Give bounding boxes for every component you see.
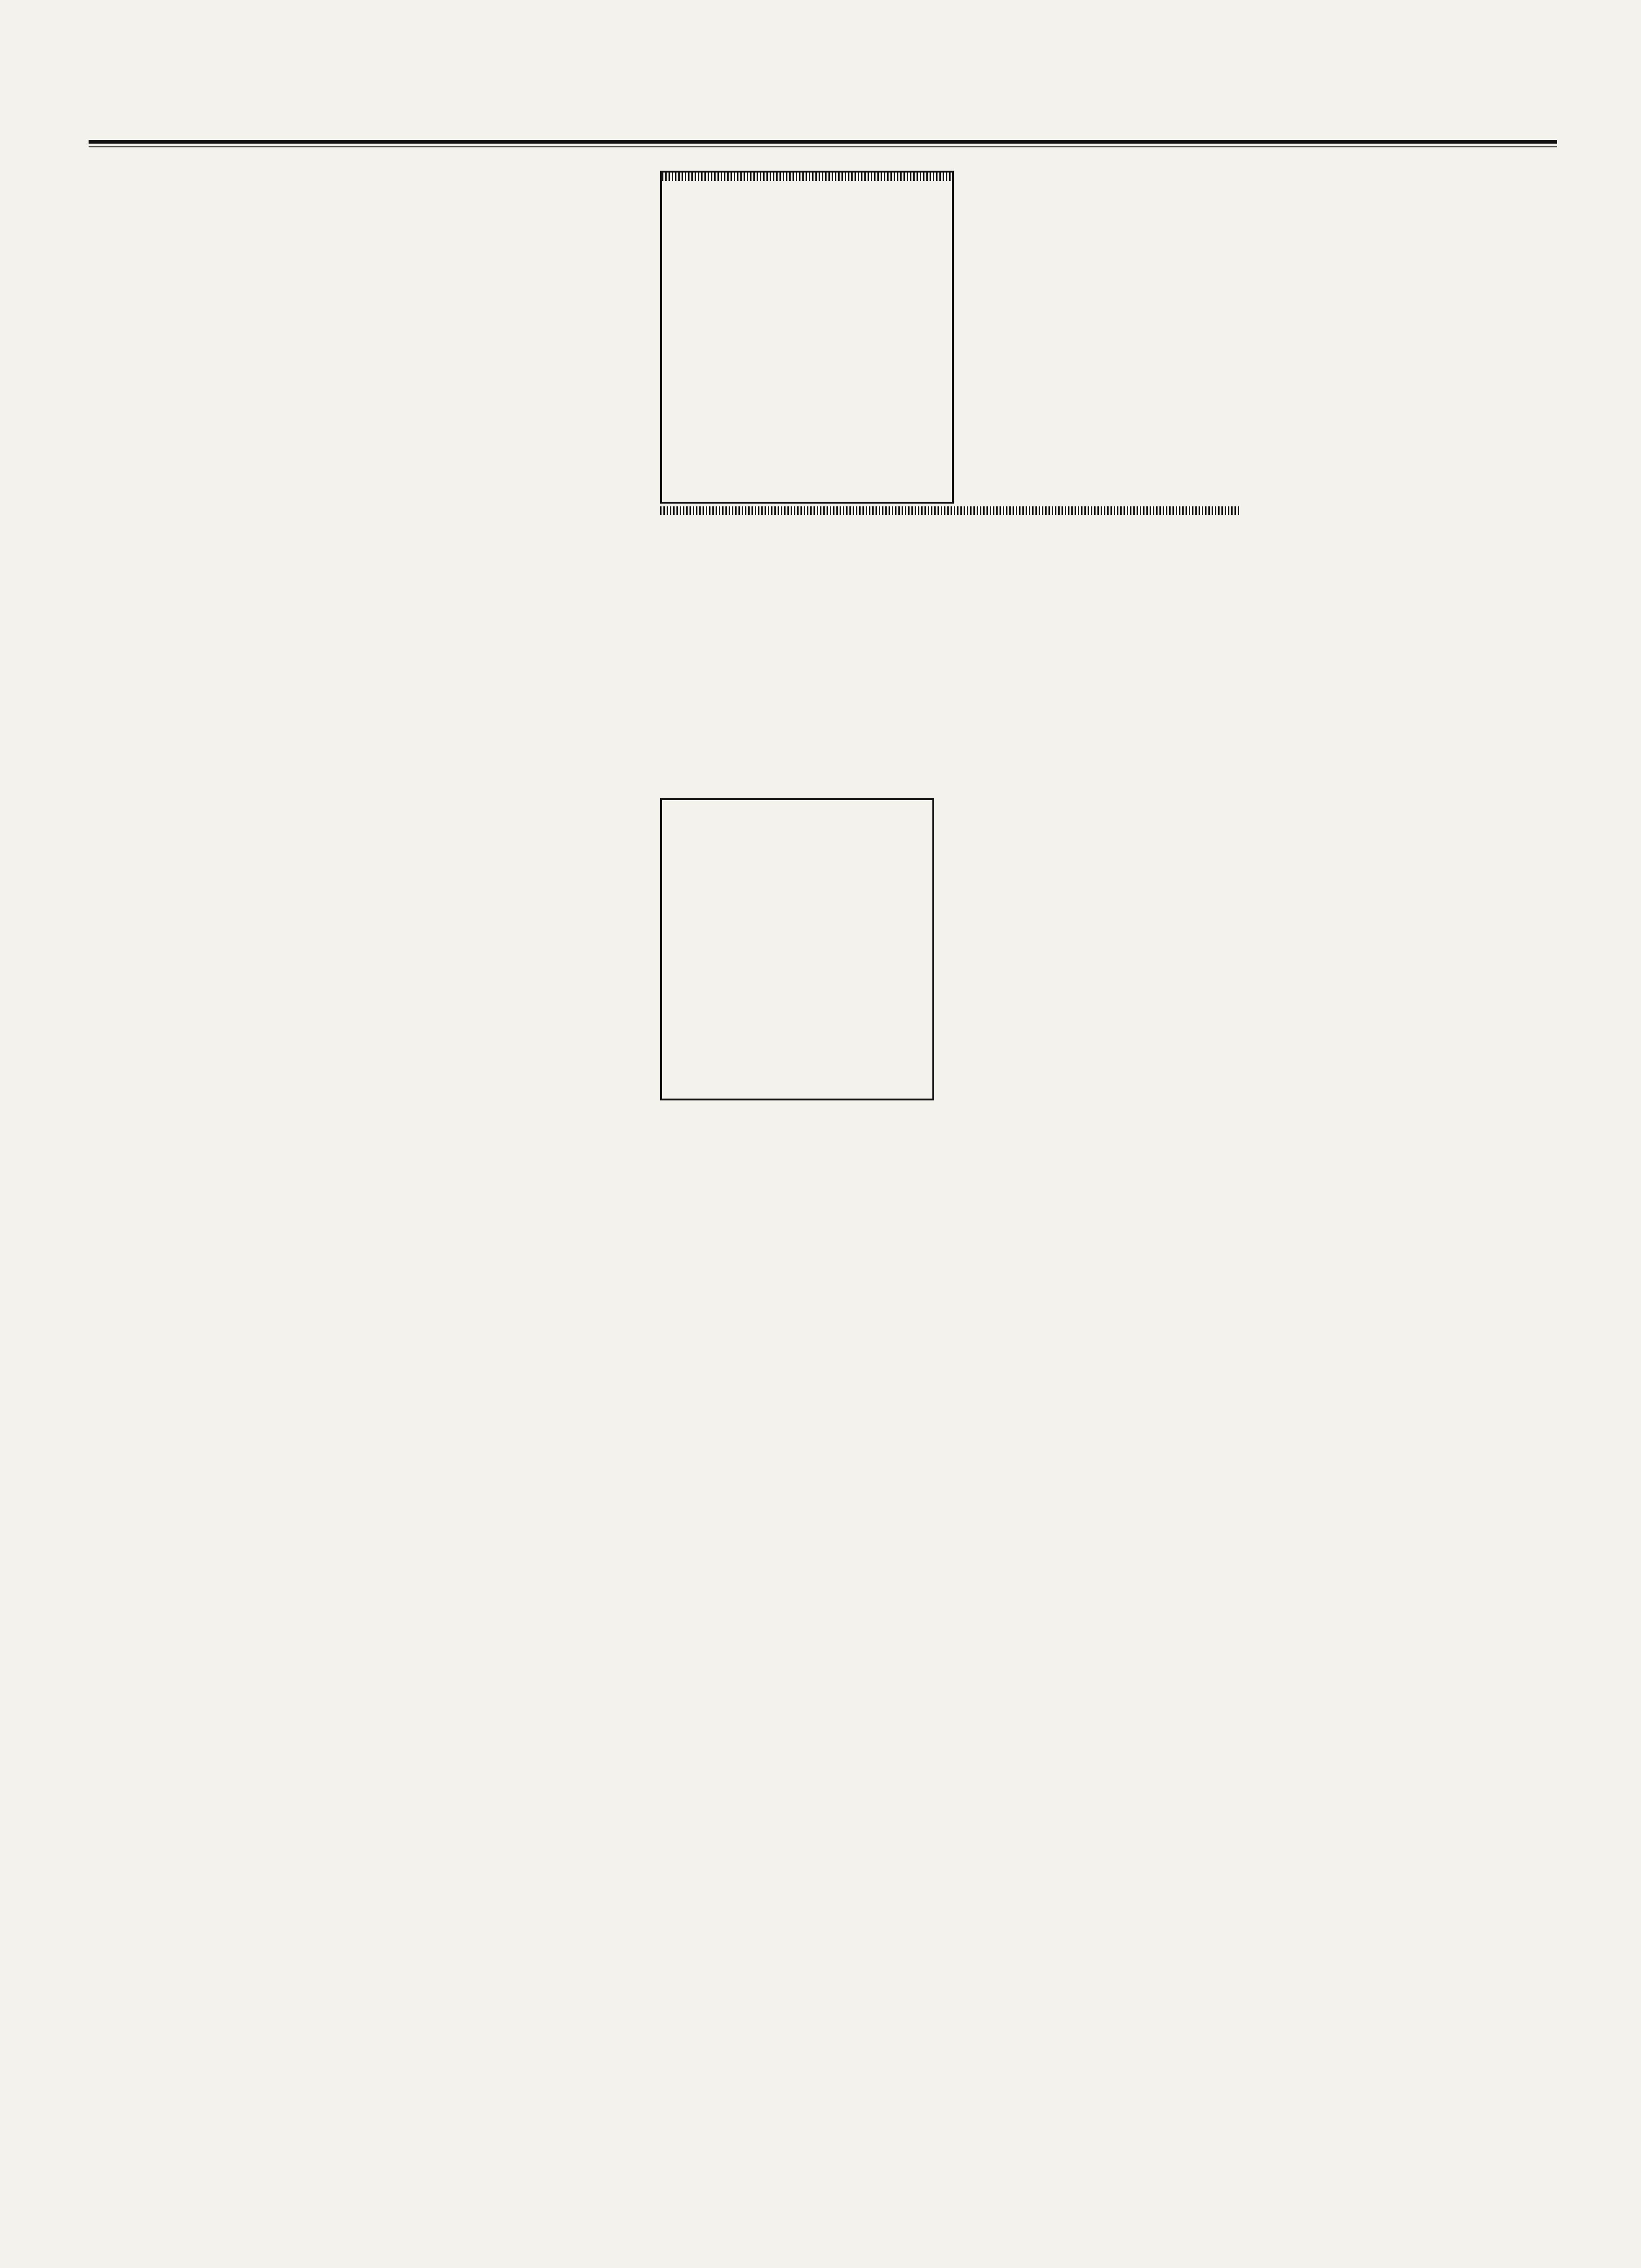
- masthead: [0, 0, 1641, 149]
- coty-column-1: [89, 405, 374, 1505]
- masthead-rule-thin: [89, 146, 1557, 147]
- nasser-top-border: [660, 506, 1240, 515]
- box-border-pattern: [662, 173, 952, 181]
- multado-text: [670, 264, 944, 495]
- masthead-rule: [89, 140, 1557, 144]
- presidente-multado-box: [660, 171, 954, 504]
- maridos-text: [676, 911, 918, 1096]
- maridos-box: [660, 798, 934, 1100]
- nasser-lead: [660, 748, 934, 793]
- coty-column-2: [379, 405, 664, 1076]
- argelino-text: [961, 422, 1235, 505]
